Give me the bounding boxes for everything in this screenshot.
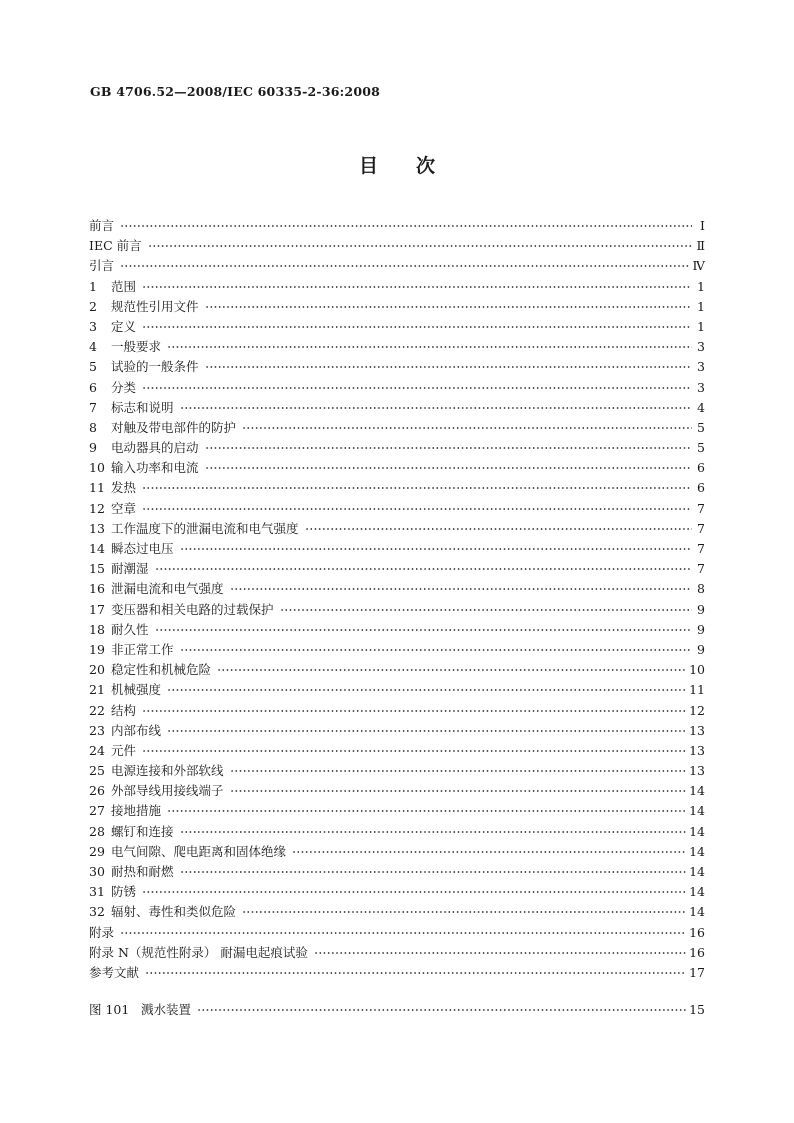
toc-entry-number: 18 xyxy=(89,621,105,637)
toc-entry[interactable] xyxy=(89,499,705,519)
toc-entry-page: 17 xyxy=(689,964,705,980)
toc-entry[interactable] xyxy=(89,579,705,599)
toc-entry[interactable] xyxy=(89,559,705,579)
toc-entry-label: 结构 xyxy=(111,702,137,718)
toc-leader-dots xyxy=(217,669,686,671)
toc-entry-page: 16 xyxy=(689,924,705,940)
toc-entry[interactable] xyxy=(89,357,705,377)
toc-entry-number: 32 xyxy=(89,904,105,920)
toc-entry-number: 14 xyxy=(89,541,105,556)
toc-entry-label: 一般要求 xyxy=(111,339,162,355)
toc-entry-page: 14 xyxy=(689,843,705,859)
toc-entry-figure-101[interactable] xyxy=(89,1000,705,1020)
toc-entry-label: 接地措施 xyxy=(111,803,162,819)
toc-leader-dots xyxy=(167,346,692,348)
toc-entry-number: 16 xyxy=(89,581,105,597)
toc-entry-page: 11 xyxy=(689,682,705,698)
toc-entry-number: 10 xyxy=(89,460,105,476)
toc-entry[interactable] xyxy=(89,660,705,680)
toc-leader-dots xyxy=(142,487,692,489)
title-char-1: 目 xyxy=(358,155,378,177)
toc-entry-label: 元件 xyxy=(111,742,137,758)
toc-entry-label: 分类 xyxy=(111,379,137,395)
title-char-2: 次 xyxy=(416,155,436,177)
toc-entry-number: 28 xyxy=(89,823,105,839)
toc-entry-label: 引言 xyxy=(89,258,115,274)
toc-entry-number: 11 xyxy=(89,480,105,496)
toc-entry-label: 变压器和相关电路的过载保护 xyxy=(111,601,274,617)
toc-entry-page: 12 xyxy=(689,702,705,718)
toc-entry-label: 对触及带电部件的防护 xyxy=(111,419,237,435)
toc-entry-page: Ⅱ xyxy=(696,238,705,254)
toc-entry-page: 7 xyxy=(697,541,705,556)
toc-entry-page: 1 xyxy=(697,298,705,314)
toc-entry-number: 17 xyxy=(89,601,105,617)
toc-entry-label: 螺钉和连接 xyxy=(111,823,174,839)
toc-entry[interactable] xyxy=(89,640,705,660)
toc-entry-page: 1 xyxy=(697,278,705,294)
toc-entry-number: 9 xyxy=(89,440,97,456)
toc-entry[interactable] xyxy=(89,741,705,761)
toc-entry-page: 3 xyxy=(697,359,705,375)
toc-leader-dots xyxy=(148,245,692,247)
toc-leader-dots xyxy=(305,528,692,530)
toc-leader-dots xyxy=(155,568,692,570)
toc-entry-page: 9 xyxy=(697,601,705,617)
toc-entry-label: 瞬态过电压 xyxy=(111,541,174,556)
toc-entry[interactable] xyxy=(89,963,705,983)
toc-leader-dots xyxy=(120,932,686,934)
toc-entry[interactable] xyxy=(89,721,705,741)
toc-entry[interactable] xyxy=(89,337,705,357)
toc-leader-dots xyxy=(197,1009,686,1011)
toc-leader-dots xyxy=(205,366,692,368)
toc-entry-label: 防锈 xyxy=(111,884,137,900)
toc-leader-dots xyxy=(205,447,692,449)
toc-leader-dots xyxy=(180,548,692,550)
toc-entry-number: 22 xyxy=(89,702,105,718)
toc-entry-number: 12 xyxy=(89,500,105,516)
toc-entry-number: 15 xyxy=(89,561,105,577)
toc-leader-dots xyxy=(280,609,692,611)
toc-entry-number: 3 xyxy=(89,318,97,334)
toc-entry-number: 30 xyxy=(89,864,105,879)
toc-entry-number: 6 xyxy=(89,379,97,395)
toc-entry-label: 辐射、毒性和类似危险 xyxy=(111,904,237,920)
toc-entry[interactable] xyxy=(89,943,705,963)
toc-leader-dots xyxy=(180,407,692,409)
toc-entry-page: 7 xyxy=(697,520,705,536)
toc-entry[interactable] xyxy=(89,438,705,458)
toc-entry-label: 耐潮湿 xyxy=(111,561,149,577)
toc-leader-dots xyxy=(142,286,692,288)
toc-entry-label: 内部布线 xyxy=(111,722,162,738)
toc-entry-number: 20 xyxy=(89,662,105,678)
toc-entry-label: 附录 xyxy=(89,924,115,940)
toc-entry-number: 24 xyxy=(89,742,105,758)
toc-entry-label: 电动器具的启动 xyxy=(111,440,199,456)
toc-entry-page: 7 xyxy=(697,500,705,516)
toc-entry-page: Ⅳ xyxy=(692,258,705,274)
toc-entry-label: 试验的一般条件 xyxy=(111,359,199,375)
toc-leader-dots xyxy=(145,972,686,974)
toc-entry-number: 8 xyxy=(89,419,97,435)
toc-entry-label: 泄漏电流和电气强度 xyxy=(111,581,224,597)
toc-entry-page: 6 xyxy=(697,480,705,496)
toc-leader-dots xyxy=(167,810,686,812)
toc-entry-label: 参考文献 xyxy=(89,964,140,980)
toc-entry-label: 电气间隙、爬电距离和固体绝缘 xyxy=(111,843,287,859)
toc-entry-number: 13 xyxy=(89,520,105,536)
toc-entry[interactable] xyxy=(89,297,705,317)
toc-entry-page: 14 xyxy=(689,904,705,920)
toc-leader-dots xyxy=(314,952,686,954)
toc-entry[interactable] xyxy=(89,842,705,862)
toc-entry-label: 标志和说明 xyxy=(111,399,174,415)
toc-entry[interactable] xyxy=(89,801,705,821)
toc-entry-page: 8 xyxy=(697,581,705,597)
toc-entry-page: 1 xyxy=(697,318,705,334)
toc-entry-page: 14 xyxy=(689,864,705,879)
toc-entry-page: 14 xyxy=(689,823,705,839)
toc-entry-label: 耐久性 xyxy=(111,621,149,637)
toc-entry[interactable] xyxy=(89,902,705,922)
toc-entry-label: 范围 xyxy=(111,278,137,294)
toc-entry[interactable] xyxy=(89,317,705,337)
toc-entry[interactable] xyxy=(89,398,705,418)
toc-leader-dots xyxy=(142,891,686,893)
toc-entry-number: 27 xyxy=(89,803,105,819)
toc-entry-page: Ⅰ xyxy=(700,218,705,233)
toc-entry-label: 前言 xyxy=(89,218,115,233)
toc-entry-number: 26 xyxy=(89,783,105,799)
toc-leader-dots xyxy=(155,629,692,631)
toc-entry[interactable] xyxy=(89,539,705,559)
toc-entry[interactable] xyxy=(89,701,705,721)
toc-entry[interactable] xyxy=(89,761,705,781)
toc-entry[interactable] xyxy=(89,216,705,236)
toc-entry-label: 附录 N（规范性附录） 耐漏电起痕试验 xyxy=(89,944,308,960)
toc-leader-dots xyxy=(142,326,692,328)
toc-entry-page: 9 xyxy=(697,621,705,637)
toc-entry-label: 定义 xyxy=(111,318,137,334)
toc-entry[interactable] xyxy=(89,478,705,498)
toc-entry-number: 19 xyxy=(89,641,105,657)
toc-entry-page: 13 xyxy=(689,763,705,779)
toc-entry-page: 7 xyxy=(697,561,705,577)
toc-entry[interactable] xyxy=(89,256,705,276)
toc-entry-label: 规范性引用文件 xyxy=(111,298,199,314)
toc-entry[interactable] xyxy=(89,923,705,943)
toc-leader-dots xyxy=(167,689,686,691)
toc-entry-number: 23 xyxy=(89,722,105,738)
toc-entry-page: 15 xyxy=(689,1002,705,1017)
toc-leader-dots xyxy=(120,265,689,267)
toc-leader-dots xyxy=(142,750,686,752)
toc-entry-page: 3 xyxy=(697,379,705,395)
toc-entry[interactable] xyxy=(89,781,705,801)
toc-leader-dots xyxy=(242,911,686,913)
toc-entry-label: 溅水装置 xyxy=(141,1002,192,1017)
toc-entry[interactable] xyxy=(89,418,705,438)
table-of-contents xyxy=(89,216,705,983)
toc-entry[interactable] xyxy=(89,378,705,398)
toc-entry-label: 非正常工作 xyxy=(111,641,174,657)
toc-entry-number: 29 xyxy=(89,843,105,859)
toc-entry[interactable] xyxy=(89,620,705,640)
toc-entry-page: 4 xyxy=(697,399,705,415)
toc-entry-label: 输入功率和电流 xyxy=(111,460,199,476)
toc-entry-page: 16 xyxy=(689,944,705,960)
page-title xyxy=(0,151,794,178)
toc-leader-dots xyxy=(205,467,692,469)
document-header: GB 4706.52—2008/IEC 60335-2-36:2008 xyxy=(90,84,381,99)
toc-leader-dots xyxy=(242,427,692,429)
toc-entry-page: 5 xyxy=(697,419,705,435)
toc-entry-page: 14 xyxy=(689,803,705,819)
toc-entry-number: 4 xyxy=(89,339,97,355)
toc-leader-dots xyxy=(180,831,687,833)
toc-leader-dots xyxy=(230,588,692,590)
toc-entry[interactable] xyxy=(89,680,705,700)
toc-entry[interactable] xyxy=(89,519,705,539)
toc-leader-dots xyxy=(142,710,686,712)
toc-entry[interactable] xyxy=(89,458,705,478)
toc-leader-dots xyxy=(142,508,692,510)
toc-leader-dots xyxy=(205,306,692,308)
toc-entry-page: 13 xyxy=(689,722,705,738)
toc-entry-label: 机械强度 xyxy=(111,682,162,698)
toc-entry-number: 21 xyxy=(89,682,105,698)
toc-entry-number: 7 xyxy=(89,399,97,415)
toc-leader-dots xyxy=(120,225,692,227)
toc-entry-label: IEC 前言 xyxy=(89,238,142,254)
toc-entry-page: 5 xyxy=(697,440,705,456)
toc-entry[interactable] xyxy=(89,236,705,256)
toc-entry[interactable] xyxy=(89,882,705,902)
toc-entry-label: 耐热和耐燃 xyxy=(111,864,174,879)
toc-entry-page: 3 xyxy=(697,339,705,355)
toc-leader-dots xyxy=(230,790,687,792)
toc-entry-number: 1 xyxy=(89,278,97,294)
toc-entry-page: 6 xyxy=(697,460,705,476)
toc-entry-label: 稳定性和机械危险 xyxy=(111,662,212,678)
toc-entry-label: 电源连接和外部软线 xyxy=(111,763,224,779)
toc-leader-dots xyxy=(230,770,687,772)
toc-entry-page: 9 xyxy=(697,641,705,657)
toc-entry-page: 14 xyxy=(689,884,705,900)
toc-entry-page: 10 xyxy=(689,662,705,678)
toc-entry-page: 14 xyxy=(689,783,705,799)
toc-leader-dots xyxy=(167,730,686,732)
toc-entry[interactable] xyxy=(89,822,705,842)
toc-entry-number: 31 xyxy=(89,884,105,900)
toc-entry-label: 外部导线用接线端子 xyxy=(111,783,224,799)
toc-leader-dots xyxy=(142,387,692,389)
toc-entry-label: 发热 xyxy=(111,480,137,496)
toc-entry-number: 25 xyxy=(89,763,105,779)
toc-entry-label: 工作温度下的泄漏电流和电气强度 xyxy=(111,520,299,536)
toc-leader-dots xyxy=(180,871,687,873)
toc-leader-dots xyxy=(292,851,686,853)
toc-entry[interactable] xyxy=(89,862,705,882)
toc-entry-number: 2 xyxy=(89,298,97,314)
toc-entry[interactable] xyxy=(89,277,705,297)
figure-list xyxy=(89,1000,705,1020)
toc-entry-page: 13 xyxy=(689,742,705,758)
toc-entry-label: 空章 xyxy=(111,500,137,516)
toc-entry[interactable] xyxy=(89,600,705,620)
toc-entry-number: 图 101 xyxy=(89,1002,130,1017)
toc-entry-number: 5 xyxy=(89,359,97,375)
toc-leader-dots xyxy=(180,649,692,651)
